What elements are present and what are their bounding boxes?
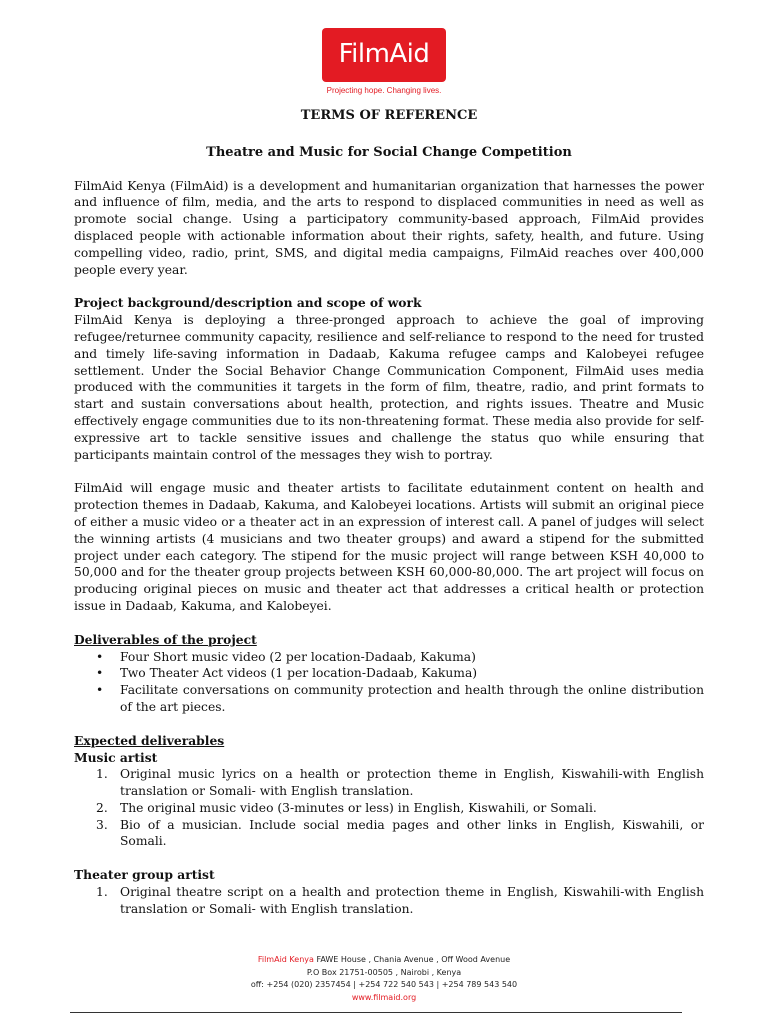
header-logo <box>0 28 768 95</box>
list-item: 2. The original music video (3-minutes or less) in English, Kiswahili, or Somali. <box>96 800 597 815</box>
logo-tagline: Projecting hope. Changing lives. <box>326 86 442 95</box>
deliverables-list <box>74 649 704 716</box>
list-item: 3. Bio of a musician. Include social media pages and other links in English, Kiswahili, or Somali. <box>96 817 704 849</box>
footer-org: FilmAid Kenya <box>257 955 314 964</box>
background-paragraph-2: FilmAid will engage music and theater artists to facilitate edutainment content on health and protection themes in Dadaab, Kakuma, and Kalobeyei locations. Artists will submit an original piece of either a music video or a theater act in an expression of interest call. A panel of judges will select the winning artists (4 musicians and two theater groups) and award a stipend for the submitted project under each category. The stipend for the music project will range between KSH 40,000 to 50,000 and for the theater group projects between KSH 60,000-80,000. The art project will focus on producing original pieces on music and theater act that addresses a critical health or protection issue in Dadaab, Kakuma, and Kalobeyei. <box>74 481 704 613</box>
document-body <box>74 108 704 918</box>
list-item: • Two Theater Act videos (1 per location-Dadaab, Kakuma) <box>74 665 704 682</box>
logo-text: FilmAid <box>338 39 430 69</box>
theater-group-list <box>74 884 704 918</box>
document-subtitle: Theatre and Music for Social Change Competition <box>206 144 572 160</box>
page-footer <box>0 954 768 1004</box>
background-paragraph-1: FilmAid Kenya is deploying a three-pronged approach to achieve the goal of improving refugee/returnee community capacity, resilience and self-reliance to respond to the need for trusted and timely life-saving information in Dadaab, Kakuma refugee camps and Kalobeyei refugee settlement. Under the Social Behavior Change Communication Component, FilmAid uses media produced with the communities it targets in the form of film, theatre, radio, and print formats to start and sustain conversations about health, protection, and rights issues. Theatre and Music effectively engage communities due to its non-threatening format. These media also provide for self-expressive art to tackle sensitive issues and challenge the status quo while ensuring that participants maintain control of the messages they wish to portray. <box>74 313 704 462</box>
list-item: 1. Original theatre script on a health and protection theme in English, Kiswahili-with English translation or Somali- with English translation. <box>96 885 704 916</box>
list-item: • Facilitate conversations on community protection and health through the online distribution of the art pieces. <box>74 682 704 716</box>
footer-divider <box>70 1012 682 1013</box>
intro-paragraph: FilmAid Kenya (FilmAid) is a development and humanitarian organization that harnesses the power and influence of film, media, and the arts to respond to displaced communities in need as well as promote social change. Using a participatory community-based approach, FilmAid provides displaced people with actionable information about their rights, safety, health, and future. Using compelling video, radio, print, SMS, and digital media campaigns, FilmAid reaches over 400,000 people every year. <box>74 178 704 277</box>
footer-address-1: FAWE House , Chania Avenue , Off Wood Avenue <box>313 955 511 964</box>
background-heading: Project background/description and scope of work <box>74 295 422 311</box>
music-artist-heading: Music artist <box>74 749 158 765</box>
list-item: • Four Short music video (2 per location-Dadaab, Kakuma) <box>74 649 704 666</box>
music-artist-list <box>74 766 704 850</box>
footer-phones: off: +254 (020) 2357454 | +254 722 540 543 | +254 789 543 540 <box>250 980 518 989</box>
theater-group-heading: Theater group artist <box>74 867 215 883</box>
list-item: 1. Original music lyrics on a health or protection theme in English, Kiswahili-with English translation or Somali- with English translation. <box>96 767 704 799</box>
filmaid-logo <box>322 28 446 82</box>
expected-deliverables-heading: Expected deliverables <box>74 732 225 748</box>
document-title: TERMS OF REFERENCE <box>300 108 478 123</box>
deliverables-heading: Deliverables of the project <box>74 631 257 647</box>
footer-website-link[interactable]: www.filmaid.org <box>351 992 417 1002</box>
footer-address-2: P.O Box 21751-00505 , Nairobi , Kenya <box>306 967 462 977</box>
